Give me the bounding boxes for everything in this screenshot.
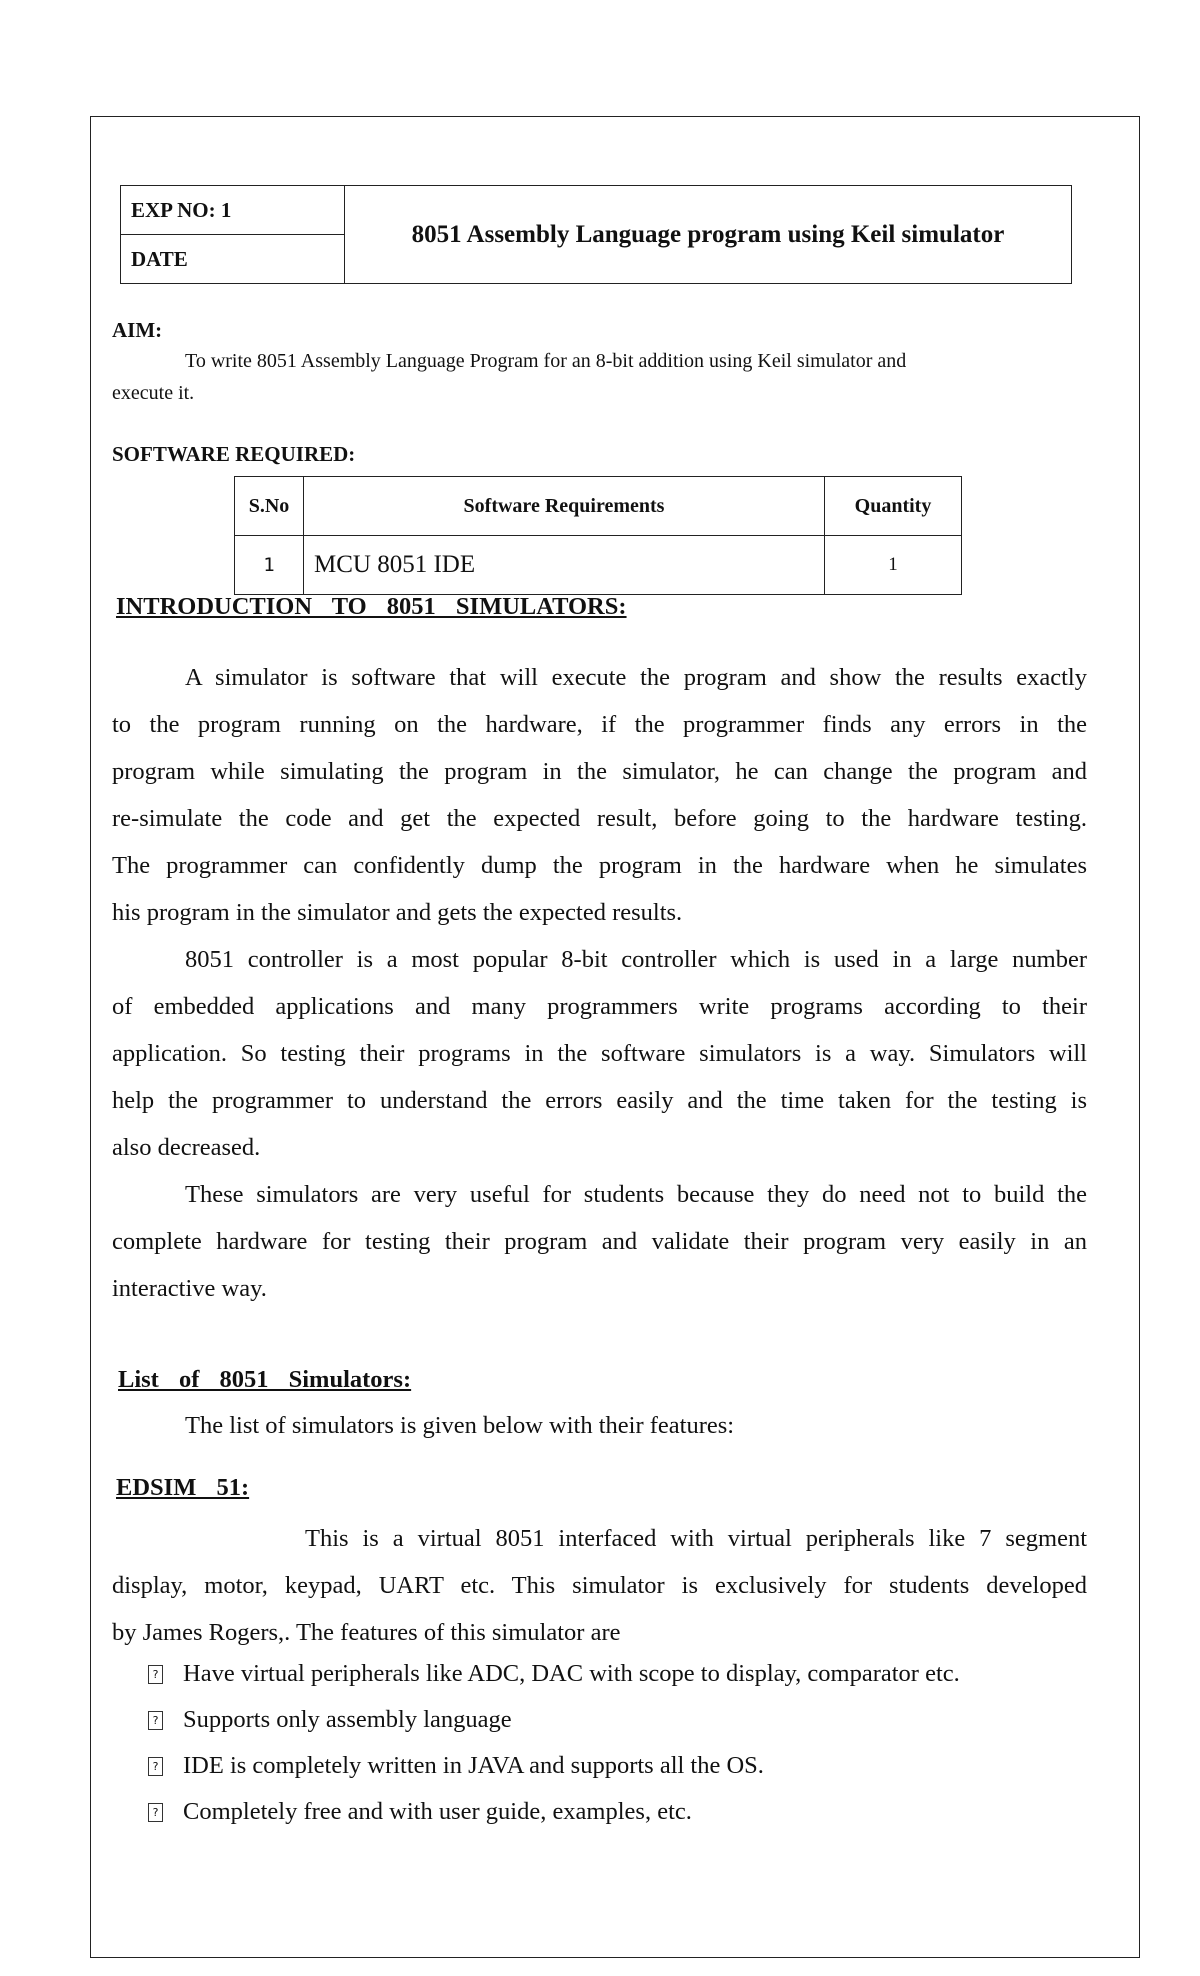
intro-line: to the program running on the hardware, if the programmer finds any errors in the bbox=[112, 711, 1087, 738]
feature-text: Have virtual peripherals like ADC, DAC with scope to display, comparator etc. bbox=[183, 1660, 960, 1687]
date-cell: DATE bbox=[121, 235, 345, 284]
list-item bbox=[148, 1798, 692, 1826]
intro-paragraphs bbox=[112, 654, 1087, 1312]
feature-text: Supports only assembly language bbox=[183, 1706, 512, 1733]
edsim-heading: EDSIM 51: bbox=[116, 1474, 250, 1501]
exp-no-cell: EXP NO: 1 bbox=[121, 186, 345, 235]
aim-heading: AIM: bbox=[112, 318, 163, 342]
intro-line: A simulator is software that will execute the program and show the results exactly bbox=[185, 664, 1087, 691]
list-item bbox=[148, 1706, 512, 1734]
missing-glyph-icon: ? bbox=[148, 1665, 163, 1684]
intro-line: interactive way. bbox=[112, 1275, 267, 1302]
cell-software-name: MCU 8051 IDE bbox=[304, 536, 825, 595]
column-header-software: Software Requirements bbox=[304, 477, 825, 536]
list-item bbox=[148, 1752, 764, 1780]
aim-line-1: To write 8051 Assembly Language Program for an 8-bit addition using Keil simulator and bbox=[185, 350, 907, 372]
edsim-line: display, motor, keypad, UART etc. This simulator is exclusively for students developed bbox=[112, 1572, 1087, 1599]
column-header-quantity: Quantity bbox=[825, 477, 962, 536]
cell-quantity: 1 bbox=[825, 536, 962, 595]
missing-glyph-icon: ? bbox=[148, 1711, 163, 1730]
aim-line-2: execute it. bbox=[112, 382, 195, 404]
table-row bbox=[235, 536, 962, 595]
intro-line: also decreased. bbox=[112, 1134, 261, 1161]
feature-text: Completely free and with user guide, examples, etc. bbox=[183, 1798, 692, 1825]
intro-line: his program in the simulator and gets the expected results. bbox=[112, 899, 683, 926]
edsim-line: This is a virtual 8051 interfaced with virtual peripherals like 7 segment bbox=[305, 1525, 1087, 1552]
feature-text: IDE is completely written in JAVA and supports all the OS. bbox=[183, 1752, 764, 1779]
intro-line: of embedded applications and many programmers write programs according to their bbox=[112, 993, 1087, 1020]
edsim-line: by James Rogers,. The features of this simulator are bbox=[112, 1619, 621, 1646]
list-item bbox=[148, 1660, 960, 1688]
cell-sno: 1 bbox=[235, 536, 304, 595]
missing-glyph-icon: ? bbox=[148, 1757, 163, 1776]
intro-line: These simulators are very useful for students because they do need not to build the bbox=[185, 1181, 1087, 1208]
software-heading: SOFTWARE REQUIRED: bbox=[112, 442, 356, 466]
simulators-list-intro: The list of simulators is given below with their features: bbox=[185, 1412, 735, 1439]
intro-line: help the programmer to understand the errors easily and the time taken for the testing is bbox=[112, 1087, 1087, 1114]
column-header-sno: S.No bbox=[235, 477, 304, 536]
missing-glyph-icon: ? bbox=[148, 1803, 163, 1822]
experiment-title: 8051 Assembly Language program using Keil simulator bbox=[345, 186, 1072, 284]
intro-heading: INTRODUCTION TO 8051 SIMULATORS: bbox=[116, 593, 627, 620]
edsim-paragraph bbox=[112, 1515, 1087, 1656]
software-table bbox=[234, 476, 962, 595]
intro-line: program while simulating the program in the simulator, he can change the program and bbox=[112, 758, 1087, 785]
simulators-list-heading: List of 8051 Simulators: bbox=[118, 1366, 412, 1393]
intro-line: application. So testing their programs in the software simulators is a way. Simulators will bbox=[112, 1040, 1087, 1067]
intro-line: The programmer can confidently dump the program in the hardware when he simulates bbox=[112, 852, 1087, 879]
intro-line: re-simulate the code and get the expected result, before going to the hardware testing. bbox=[112, 805, 1087, 832]
intro-line: 8051 controller is a most popular 8-bit controller which is used in a large number bbox=[185, 946, 1087, 973]
software-table-header bbox=[235, 477, 962, 536]
experiment-header-table bbox=[120, 185, 1072, 284]
intro-line: complete hardware for testing their program and validate their program very easily in an bbox=[112, 1228, 1087, 1255]
